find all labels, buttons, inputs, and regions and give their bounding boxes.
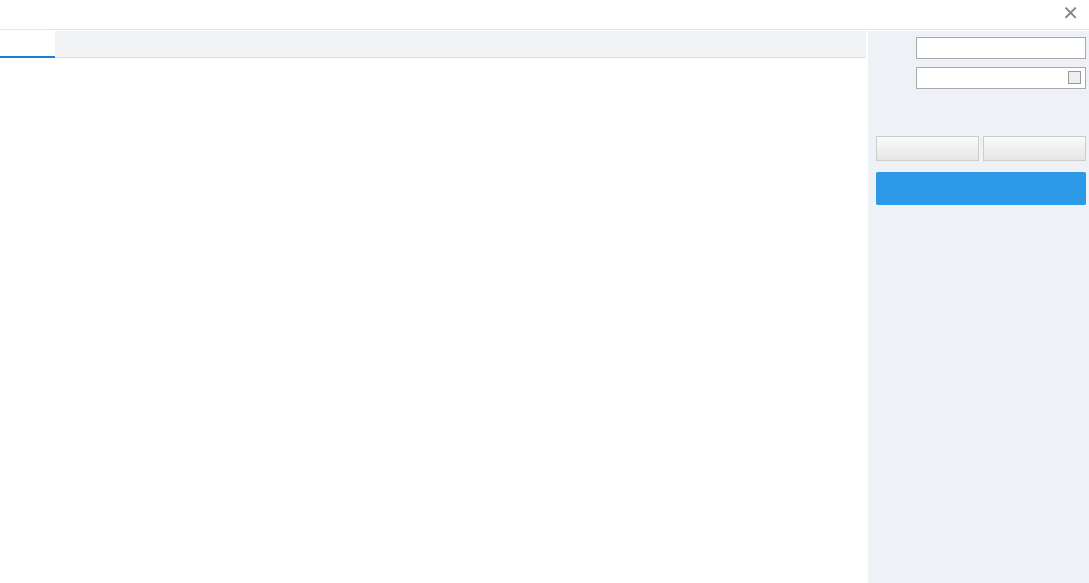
tab-bar [0,31,866,58]
temperature-precip-chart [0,285,866,495]
tab-weather-clock[interactable] [0,31,55,58]
main-panel [0,59,866,583]
query-button[interactable] [876,172,1086,205]
close-icon[interactable]: ✕ [1062,1,1079,25]
calendar-icon[interactable] [1068,71,1081,84]
station-input[interactable] [916,37,1086,59]
side-panel [868,31,1089,583]
tab-element-timeseries[interactable] [62,31,74,58]
prev-24h-button[interactable] [876,136,979,161]
time-input[interactable] [916,67,1086,89]
next-24h-button[interactable] [983,136,1086,161]
title-bar [0,0,1089,30]
